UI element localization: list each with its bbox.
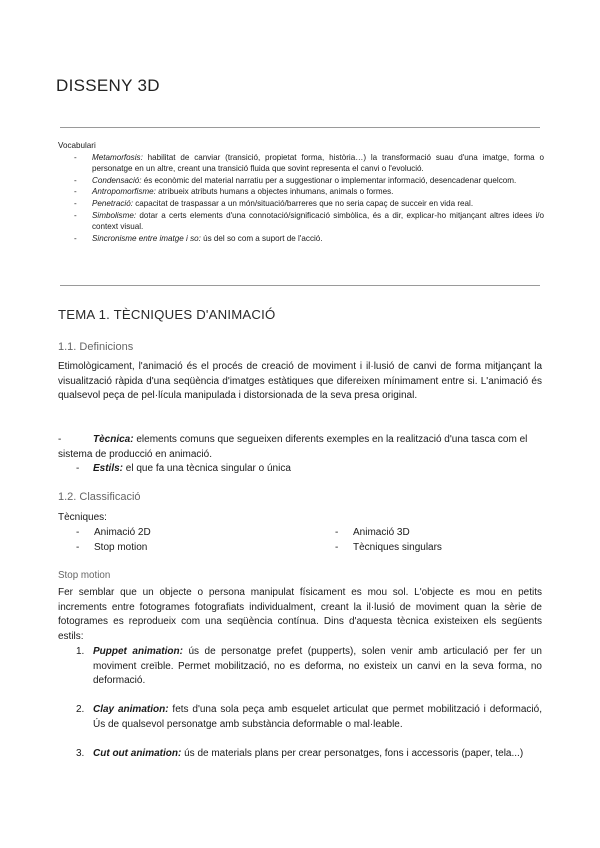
classification-item bbox=[76, 526, 316, 541]
dash-marker: - bbox=[76, 463, 80, 474]
vocabulary-item bbox=[58, 233, 544, 245]
vocabulary-text: atribueix atributs humans a objectes inhumans, animals o formes. bbox=[155, 187, 394, 197]
list-item bbox=[58, 747, 542, 762]
vocabulary-heading: Vocabulari bbox=[58, 141, 96, 150]
list-number: 2. bbox=[76, 704, 85, 715]
vocabulary-term: Simbolisme: bbox=[92, 210, 137, 220]
list-number: 1. bbox=[76, 646, 85, 657]
vocabulary-text: habilitat de canviar (transició, propietat forma, història…) la transformació suau d'una imatge, forma o personatge en un altre, creant una transició fluida que sovint representa el canvi o l'evolució. bbox=[92, 152, 544, 174]
vocabulary-list bbox=[58, 152, 544, 245]
vocabulary-text: és econòmic del material narratiu per a suggestionar o implementar informació, desencadenar quelcom. bbox=[141, 175, 517, 185]
dash-marker: - bbox=[76, 527, 80, 538]
list-item bbox=[58, 703, 542, 732]
classification-label: Stop motion bbox=[94, 541, 148, 553]
vocabulary-item bbox=[58, 175, 544, 187]
definition-term: Estils: bbox=[93, 463, 124, 474]
vocabulary-item bbox=[58, 198, 544, 210]
definition-term: Tècnica: bbox=[93, 434, 134, 445]
divider-top bbox=[60, 127, 540, 128]
classification-label: Tècniques singulars bbox=[353, 541, 442, 553]
dash-marker: - bbox=[335, 527, 339, 538]
list-number: 3. bbox=[76, 748, 85, 759]
style-term: Cut out animation: bbox=[93, 748, 182, 759]
style-text: ús de materials plans per crear personatges, fons i accessoris (paper, tela...) bbox=[181, 748, 524, 759]
dash-marker: - bbox=[76, 541, 80, 553]
definitions-paragraph: Etimològicament, l'animació és el procés de creació de moviment i il·lusió de canvi de forma mitjançant la visualització ràpida d'una seqüència d'imatges estàtiques que difereixen mínimament entre si. L'animació és qualsevol peça de pel·lícula manipulada i distorsionada de la seva presa original. bbox=[58, 361, 542, 402]
classification-left-column bbox=[76, 526, 316, 555]
stop-motion-heading: Stop motion bbox=[58, 570, 111, 581]
vocabulary-term: Penetració: bbox=[92, 198, 133, 208]
vocabulary-section bbox=[58, 140, 544, 244]
vocabulary-text: dotar a certs elements d'una connotació/significació simbòlica, és a dir, explicar-ho mitjançant altres idees i/o context visual. bbox=[92, 210, 544, 232]
classification-label: Animació 3D bbox=[353, 527, 410, 538]
style-term: Clay animation: bbox=[93, 704, 169, 715]
dash-marker: - bbox=[58, 434, 62, 445]
dash-marker: - bbox=[335, 541, 339, 553]
classification-label: Animació 2D bbox=[94, 527, 151, 538]
vocabulary-term: Condensació: bbox=[92, 175, 142, 185]
divider-middle bbox=[60, 285, 540, 286]
classification-item bbox=[335, 541, 535, 556]
style-term: Puppet animation: bbox=[93, 646, 183, 657]
definition-item-technique bbox=[58, 433, 542, 462]
classification-heading: 1.2. Classificació bbox=[58, 491, 141, 503]
vocabulary-term: Sincronisme entre imatge i so: bbox=[92, 233, 201, 243]
vocabulary-term: Antropomorfisme: bbox=[92, 187, 156, 197]
style-text: ús de personatge prefet (pupperts), solen venir amb articulació per fer un moviment creïble. Permet mobilització, no es deforma, no existeix un canvi en la seva forma, no deformació. bbox=[93, 646, 542, 687]
classification-right-column bbox=[335, 526, 535, 555]
vocabulary-text: capacitat de traspassar a un món/situació/barreres que no seria capaç de succeir en vida real. bbox=[132, 198, 474, 208]
topic-title: TEMA 1. TÈCNIQUES D'ANIMACIÓ bbox=[58, 307, 276, 322]
definition-item-styles bbox=[76, 462, 542, 477]
vocabulary-item bbox=[58, 186, 544, 198]
stop-motion-paragraph: Fer semblar que un objecte o persona manipulat físicament es mou sol. L'objecte es mou en petits increments entre fotogrames fotografiats individualment, creant la il·lusió de moviment quan la sèrie de fotogrames es reprodueix com una seqüència contínua. Dins d'aquesta tècnica existeixen els següents estils: bbox=[58, 587, 542, 642]
vocabulary-term: Metamorfosis: bbox=[92, 152, 143, 162]
classification-intro: Tècniques: bbox=[58, 512, 107, 523]
classification-item bbox=[335, 526, 535, 541]
document-title: DISSENY 3D bbox=[56, 76, 160, 95]
vocabulary-item bbox=[58, 210, 544, 233]
definitions-heading: 1.1. Definicions bbox=[58, 341, 134, 353]
vocabulary-item bbox=[58, 152, 544, 175]
definition-text: elements comuns que segueixen diferents exemples en la realització d'una tasca com el sistema de producció en animació. bbox=[58, 434, 528, 460]
list-item bbox=[58, 645, 542, 689]
definition-text: el que fa una tècnica singular o única bbox=[123, 463, 291, 474]
vocabulary-text: ús del so com a suport de l'acció. bbox=[200, 233, 323, 243]
classification-item bbox=[76, 541, 316, 556]
style-text: fets d'una sola peça amb esquelet articulat que permet mobilització i deformació, Ús de qualsevol personatge amb substància deformable o mal·leable. bbox=[93, 704, 542, 730]
